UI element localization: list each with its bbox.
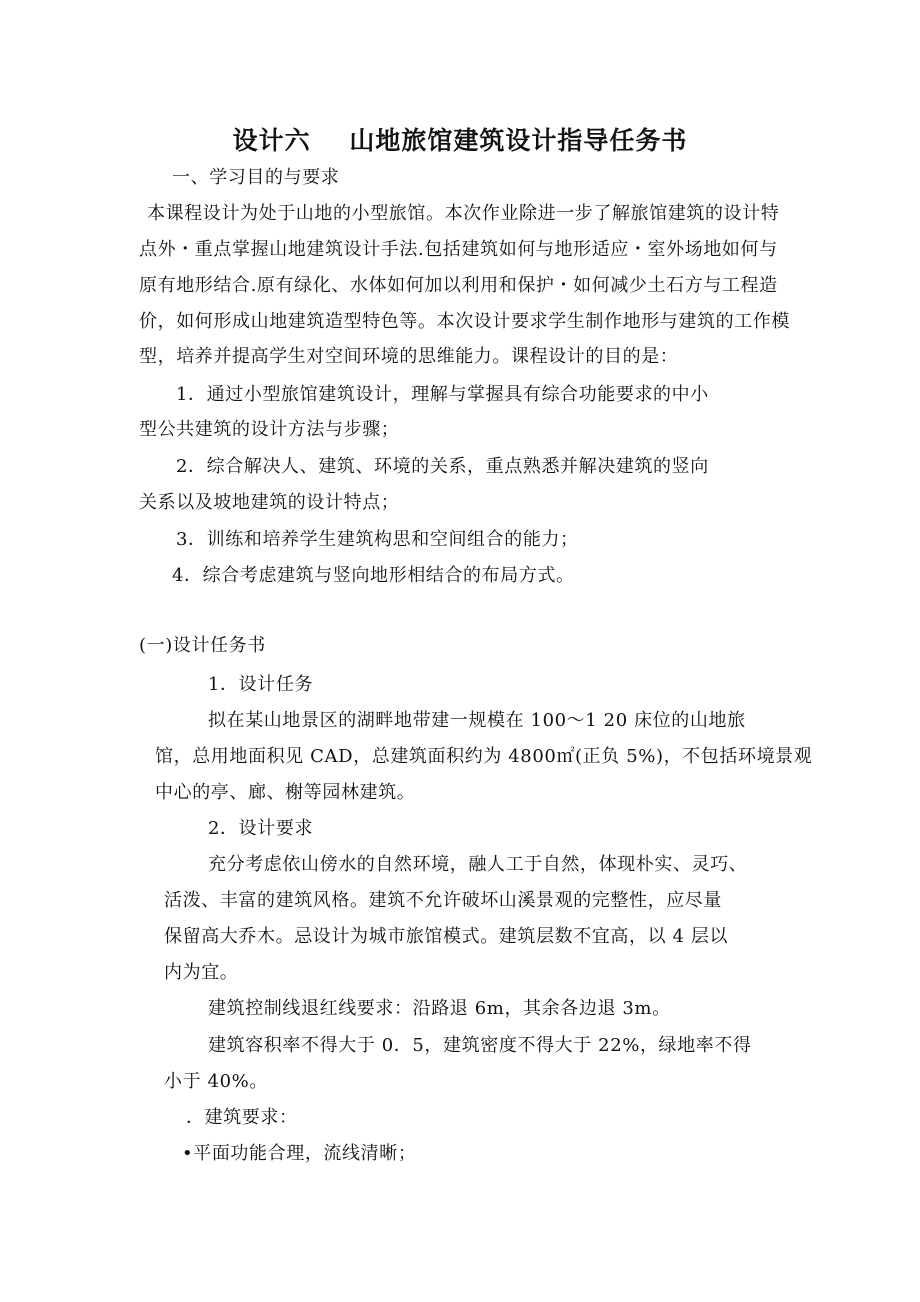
paragraph-line: 价，如何形成山地建筑造型特色等。本次设计要求学生制作地形与建筑的工作模 [139,311,790,332]
paragraph-line: 馆，总用地面积见 CAD，总建筑面积约为 4800㎡(正负 5%)，不包括环境景观 [155,746,813,767]
goal-line: 4．综合考虑建筑与竖向地形相结合的布局方式。 [172,565,575,586]
goal-line: 3．训练和培养学生建筑构思和空间组合的能力； [176,529,579,550]
paragraph-line: 建筑控制线退红线要求：沿路退 6m，其余各边退 3m。 [208,998,671,1019]
paragraph-line: 建筑容积率不得大于 0．5，建筑密度不得大于 22%，绿地率不得 [208,1035,752,1056]
section-heading: 一、学习目的与要求 [172,167,340,188]
goal-line: 1．通过小型旅馆建筑设计，理解与掌握具有综合功能要求的中小 [176,384,709,405]
list-item: •平面功能合理，流线清晰； [182,1143,417,1164]
goal-line: 关系以及坡地建筑的设计特点； [139,492,400,513]
section-heading: (一)设计任务书 [139,635,266,656]
paragraph-line: 内为宜。 [164,962,239,983]
page-title: 设计六 山地旅馆建筑设计指导任务书 [232,126,688,155]
subheading: ．建筑要求： [186,1107,298,1128]
paragraph-line: 保留高大乔木。忌设计为城市旅馆模式。建筑层数不宜高，以 4 层以 [164,926,729,947]
paragraph-line: 充分考虑依山傍水的自然环境，融人工于自然，体现朴实、灵巧、 [208,854,748,875]
paragraph-line: 拟在某山地景区的湖畔地带建一规模在 100～1 20 床位的山地旅 [208,710,746,731]
goal-line: 2．综合解决人、建筑、环境的关系，重点熟悉并解决建筑的竖向 [176,456,709,477]
paragraph-line: 点外・重点掌握山地建筑设计手法.包括建筑如何与地形适应・室外场地如何与 [139,239,778,260]
paragraph-line: 原有地形结合.原有绿化、水体如何加以利用和保护・如何减少土石方与工程造 [139,275,778,296]
goal-line: 型公共建筑的设计方法与步骤； [139,419,400,440]
subheading: 1．设计任务 [208,674,314,695]
paragraph-line: 小于 40%。 [164,1071,268,1092]
subheading: 2．设计要求 [208,818,314,839]
paragraph-line: 活泼、丰富的建筑风格。建筑不允许破坏山溪景观的完整性，应尽量 [164,890,722,911]
paragraph-line: 型，培养并提高学生对空间环境的思维能力。课程设计的目的是： [139,346,679,367]
paragraph-line: 中心的亭、廊、榭等园林建筑。 [155,782,416,803]
paragraph-line: 本课程设计为处于山地的小型旅馆。本次作业除进一步了解旅馆建筑的设计特 [147,203,780,224]
